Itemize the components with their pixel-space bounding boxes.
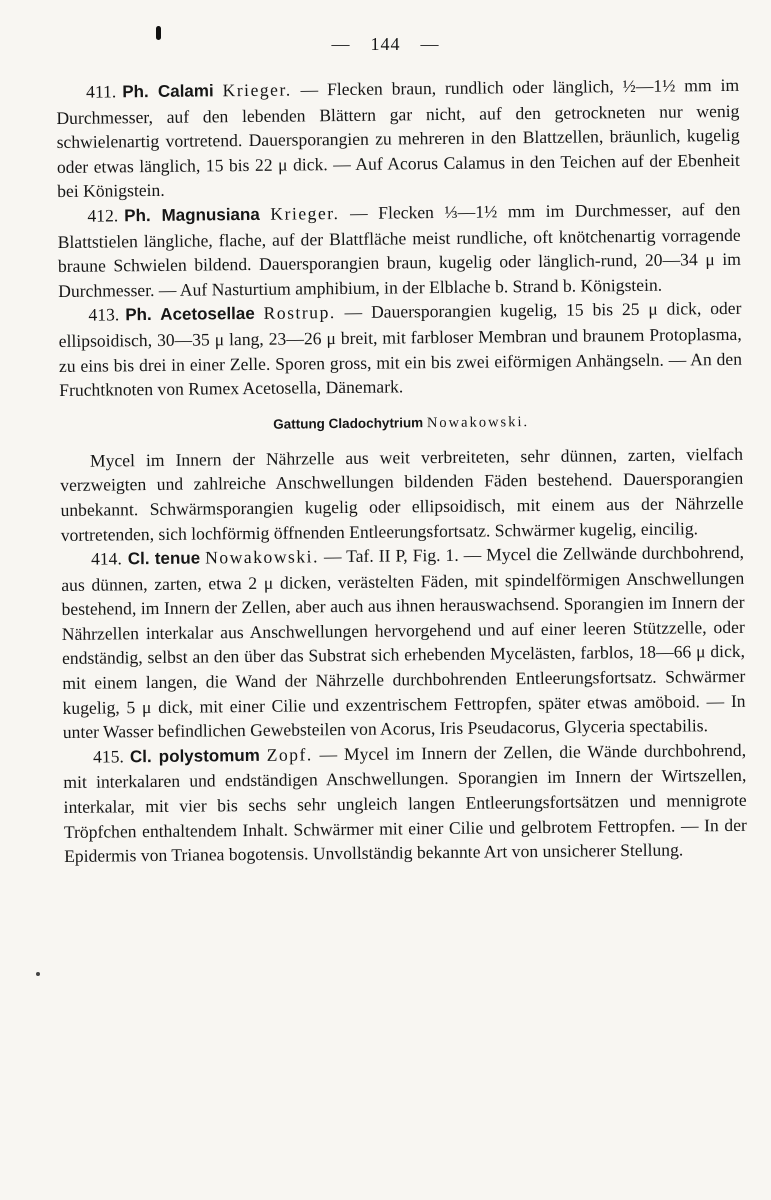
species-name: Ph. Acetosellae (125, 304, 255, 325)
entry-text: — Flecken ⅓—1½ mm im Durchmesser, auf den Blattstielen längliche, flache, auf der Blattfläche meist rundliche, oft knötchenartig vorragende braune Schwielen bildend. Dauersporangien braun, kugelig oder länglich-rund, 20—34 μ im Durchmesser. — Auf Nasturtium amphibium, in der Elblache b. Strand b. Königstein. (57, 198, 742, 301)
entry-text: — Taf. II P, Fig. 1. — Mycel die Zellwände durchbohrend, aus dünnen, zarten, etwa 2 μ dicken, verästelten Fäden, mit spindelförmigen Anschwellungen bestehend, im Innern der Zellen, aber auch aus ihnen herauswachsend. Sporangien im Innern der Nährzellen interkalar aus Anschwellungen hervorgehend und auf einer leeren Stützzelle, oder endständig, selbst an den über das Substrat sich erhebenden Mycelästen, farblos, 18—66 μ dick, mit einem langen, die Wand der Nährzelle durchbohrenden Entleerungsfortsatz. Schwärmer kugelig, 5 μ dick, mit einer Cilie und exzentrischem Fettropfen, später etwas amöboid. — In unter Wasser befindlichen Gewebsteilen von Acorus, Iris Pseudacorus, Glyceria spectabilis. (61, 541, 746, 743)
header-dash-right: — (420, 34, 440, 54)
genus-author: Nowakowski. (426, 413, 530, 431)
species-name: Cl. polystomum (129, 745, 260, 767)
entry-415 (63, 738, 747, 869)
genus-description: Mycel im Innern der Nährzelle aus weit verbreiteten, sehr dünnen, zarten, vielfach verzweigten und zahlreiche Anschwellungen bildenden Fäden bestehend. Dauersporangien unbekannt. Schwärmsporangien kugelig oder ellipsoidisch, mit einem aus der Nährzelle vortretenden, sich lochförmig öffnenden Entleerungsfortsatz. Schwärmer kugelig, eincilig. (60, 443, 744, 545)
entry-number: 413. (88, 304, 120, 326)
species-name: Cl. tenue (127, 548, 201, 569)
entry-number: 414. (90, 548, 122, 569)
species-author: Krieger. (270, 203, 340, 224)
ink-speck-mark (36, 972, 40, 976)
entry-text: — Dauersporangien kugelig, 15 bis 25 μ dick, oder ellipsoidisch, 30—35 μ lang, 23—26 μ breit, mit farbloser Membran und braunem Protoplasma, zu eins bis drei in einer Zelle. Sporen gross, mit ein bis zwei eiförmigen Anhängseln. — An den Fruchtknoten von Rumex Acetosella, Dänemark. (58, 298, 743, 401)
entry-413 (58, 296, 742, 403)
entry-number: 411. (86, 81, 117, 102)
entry-text: — Flecken braun, rundlich oder länglich, ½—1½ mm im Durchmesser, auf den lebenden Blättern gar nicht, auf den getrockneten nur wenig schwielenartig vortretend. Dauersporangien zu mehreren in den Blattzellen, bräunlich, kugelig oder etwas länglich, 15 bis 22 μ dick. — Auf Acorus Calamus in den Teichen auf der Ebenheit bei Königstein. (56, 74, 740, 202)
species-author: Krieger. (222, 79, 292, 101)
species-name: Ph. Magnusiana (124, 204, 260, 226)
entry-text: — Mycel im Innern der Zellen, die Wände durchbohrend, mit interkalaren und endständigen Anschwellungen. Sporangien im Innern der Wirtszellen, interkalar, mit vier bis sechs sehr ungleich langen Entleerungsfortsätzen und mennigrote Tröpfchen enthaltendem Inhalt. Schwärmer mit einer Cilie und gelbrotem Fettropfen. — In der Epidermis von Trianea bogotensis. Unvollständig bekannte Art von unsicherer Stellung. (63, 739, 747, 867)
genus-name: Gattung Cladochytrium (273, 414, 424, 432)
page-header (0, 34, 771, 55)
entry-number: 412. (87, 205, 119, 226)
page-number: 144 (370, 34, 401, 54)
header-dash-left: — (331, 34, 351, 54)
species-author: Zopf. (266, 744, 313, 765)
page-body (56, 73, 747, 869)
entry-412 (57, 197, 741, 304)
entry-414 (61, 540, 746, 745)
genus-heading (60, 410, 743, 437)
entry-411 (56, 73, 740, 204)
species-name: Ph. Calami (122, 81, 214, 102)
species-author: Nowakowski. (205, 546, 320, 568)
species-author: Rostrup. (263, 302, 336, 324)
entry-number: 415. (92, 746, 124, 767)
